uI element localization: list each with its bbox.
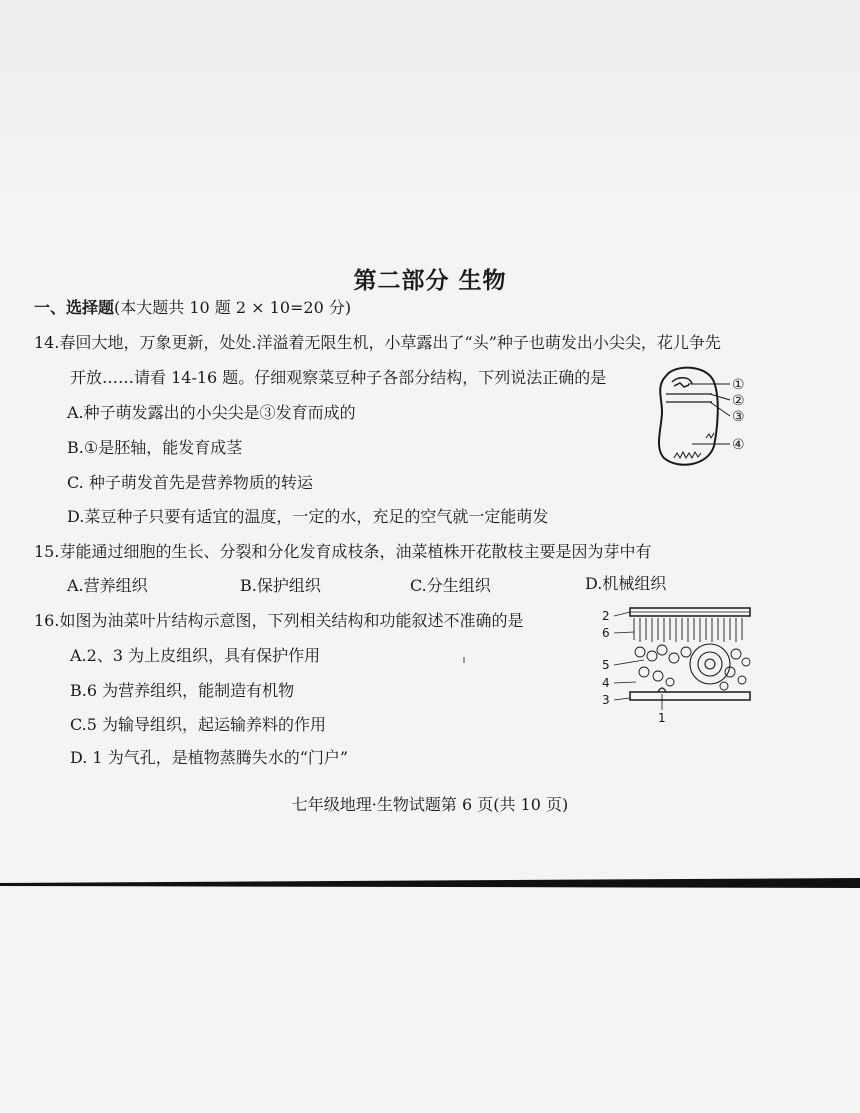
section-heading: 一、选择题 — [34, 298, 115, 317]
leaf-label-5: 5 — [602, 658, 610, 672]
leaf-label-3: 3 — [602, 693, 610, 707]
bean-seed-figure — [652, 362, 762, 470]
q14-stem-line1: 14.春回大地，万象更新，处处.洋溢着无限生机，小草露出了“头”种子也萌发出小尖尖，花儿争先 — [34, 333, 721, 352]
q16-option-b: B.6 为营养组织，能制造有机物 — [70, 681, 295, 700]
q14-option-a: A.种子萌发露出的小尖尖是③发育而成的 — [67, 403, 356, 422]
q16-stem: 16.如图为油菜叶片结构示意图，下列相关结构和功能叙述不准确的是 — [34, 611, 524, 630]
q14-option-b: B.①是胚轴，能发育成茎 — [67, 438, 243, 457]
seed-label-2: ② — [732, 393, 745, 409]
q16-option-d: D. 1 为气孔，是植物蒸腾失水的“门户” — [70, 748, 349, 767]
seed-embryo-tip — [672, 378, 692, 384]
leaf-lower-epidermis — [630, 692, 750, 700]
scan-speck — [463, 657, 465, 663]
page-footer: 七年级地理·生物试题第 6 页(共 10 页) — [291, 795, 569, 814]
page-background-shade — [0, 0, 860, 210]
seed-label-4: ④ — [732, 437, 745, 453]
page-bottom-edge — [0, 876, 860, 892]
leaf-spongy-layer — [635, 645, 750, 690]
leaf-label-2: 2 — [602, 609, 610, 623]
q15-option-c: C.分生组织 — [410, 576, 491, 595]
seed-outline — [659, 368, 718, 465]
leaf-vein — [690, 644, 730, 684]
section-heading-line — [34, 298, 351, 318]
q15-stem: 15.芽能通过细胞的生长、分裂和分化发育成枝条，油菜植株开花散枝主要是因为芽中有 — [34, 542, 652, 561]
leaf-label-6: 6 — [602, 626, 610, 640]
q14-option-d: D.菜豆种子只要有适宜的温度，一定的水，充足的空气就一定能萌发 — [67, 507, 549, 526]
q15-option-b: B.保护组织 — [240, 576, 321, 595]
page-title: 第二部分 生物 — [353, 267, 507, 294]
leaf-label-1: 1 — [658, 711, 666, 724]
leaf-palisade-layer — [634, 618, 742, 642]
section-note: (本大题共 10 题 2 × 10=20 分) — [114, 298, 352, 317]
q14-stem-line2: 开放……请看 14-16 题。仔细观察菜豆种子各部分结构，下列说法正确的是 — [70, 368, 607, 387]
leaf-label-4: 4 — [602, 676, 610, 690]
q16-option-c: C.5 为输导组织，起运输养料的作用 — [70, 715, 327, 734]
q16-option-a: A.2、3 为上皮组织，具有保护作用 — [70, 646, 321, 665]
q15-option-a: A.营养组织 — [67, 576, 148, 595]
leaf-cross-section-figure — [600, 602, 760, 724]
q14-option-c: C. 种子萌发首先是营养物质的转运 — [67, 473, 313, 492]
seed-label-1: ① — [732, 377, 745, 393]
seed-label-3: ③ — [732, 409, 745, 425]
q15-option-d: D.机械组织 — [585, 574, 667, 593]
